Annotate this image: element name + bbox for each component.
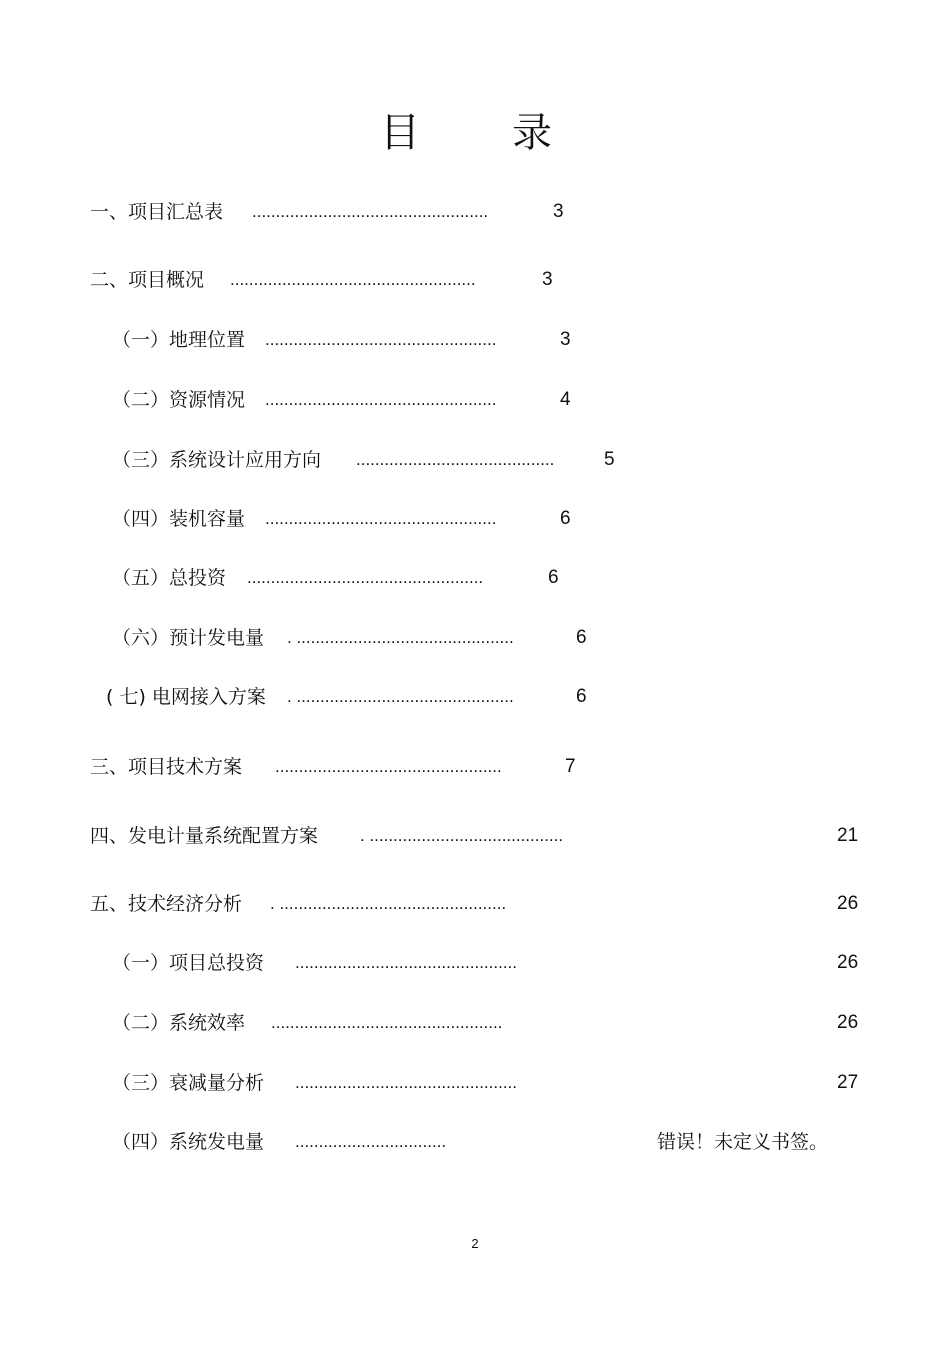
toc-entry-page: 6	[560, 508, 571, 529]
toc-entry-label: （二）资源情况	[112, 389, 246, 411]
toc-entry-page: 6	[576, 686, 587, 707]
toc-entry-page: 21	[837, 825, 859, 846]
toc-entry-page: 7	[565, 756, 576, 777]
toc-entry-page: 6	[576, 627, 587, 648]
toc-entry-label: 三、项目技术方案	[90, 756, 243, 778]
toc-entry-label: ( 七) 电网接入方案	[106, 686, 266, 708]
toc-entry-label: （三）系统设计应用方向	[112, 449, 322, 471]
toc-entry-page: 3	[560, 329, 571, 350]
toc-leader-dots: .................................................	[271, 1013, 503, 1032]
toc-entry-label: （六）预计发电量	[112, 627, 265, 649]
toc-leader-dots: .................................................	[265, 509, 497, 528]
toc-title-char-2: 录	[512, 110, 552, 156]
toc-entry-label: （三）衰减量分析	[112, 1072, 265, 1094]
toc-entry-label: 二、项目概况	[90, 269, 205, 291]
toc-entry-label: （四）装机容量	[112, 508, 246, 530]
toc-entry-page: 5	[604, 449, 615, 470]
toc-leader-dots: . ..............................................	[287, 687, 514, 706]
toc-entry-page: 3	[542, 269, 553, 290]
toc-entry-label: （四）系统发电量	[112, 1131, 265, 1153]
toc-entry-label: （五）总投资	[112, 567, 227, 589]
toc-entry-page: 27	[837, 1072, 859, 1093]
toc-entry-label: （一）地理位置	[112, 329, 246, 351]
toc-leader-dots: .................................................	[265, 390, 497, 409]
toc-entry-page: 26	[837, 893, 859, 914]
toc-entry-page: 26	[837, 1012, 859, 1033]
toc-title-char-1: 目	[380, 110, 420, 156]
toc-leader-dots: ....................................................	[230, 270, 476, 289]
toc-entry-page: 26	[837, 952, 859, 973]
toc-leader-dots: . .........................................	[360, 826, 564, 845]
toc-leader-dots: ..................................................	[252, 202, 489, 221]
toc-entry-label: 五、技术经济分析	[90, 893, 243, 915]
toc-leader-dots: ..................................................	[247, 568, 484, 587]
toc-entry-page: 6	[548, 567, 559, 588]
toc-leader-dots: .................................................	[265, 330, 497, 349]
toc-entry-label: 四、发电计量系统配置方案	[90, 825, 319, 847]
page-number: 2	[471, 1236, 479, 1251]
toc-entry-label: 一、项目汇总表	[90, 201, 224, 223]
toc-entry-label: （二）系统效率	[112, 1012, 246, 1034]
toc-entry-page: 4	[560, 389, 571, 410]
toc-entry-page: 错误！未定义书签。	[657, 1131, 829, 1153]
toc-leader-dots: . ..............................................	[287, 628, 514, 647]
toc-leader-dots: . ................................................	[270, 894, 507, 913]
toc-entry-label: （一）项目总投资	[112, 952, 265, 974]
toc-leader-dots: ...............................................	[295, 1073, 517, 1092]
toc-leader-dots: ...............................................	[295, 953, 517, 972]
toc-leader-dots: ................................................	[275, 757, 502, 776]
toc-leader-dots: ................................	[295, 1132, 447, 1151]
toc-leader-dots: ..........................................	[356, 450, 555, 469]
toc-entry-page: 3	[553, 201, 564, 222]
